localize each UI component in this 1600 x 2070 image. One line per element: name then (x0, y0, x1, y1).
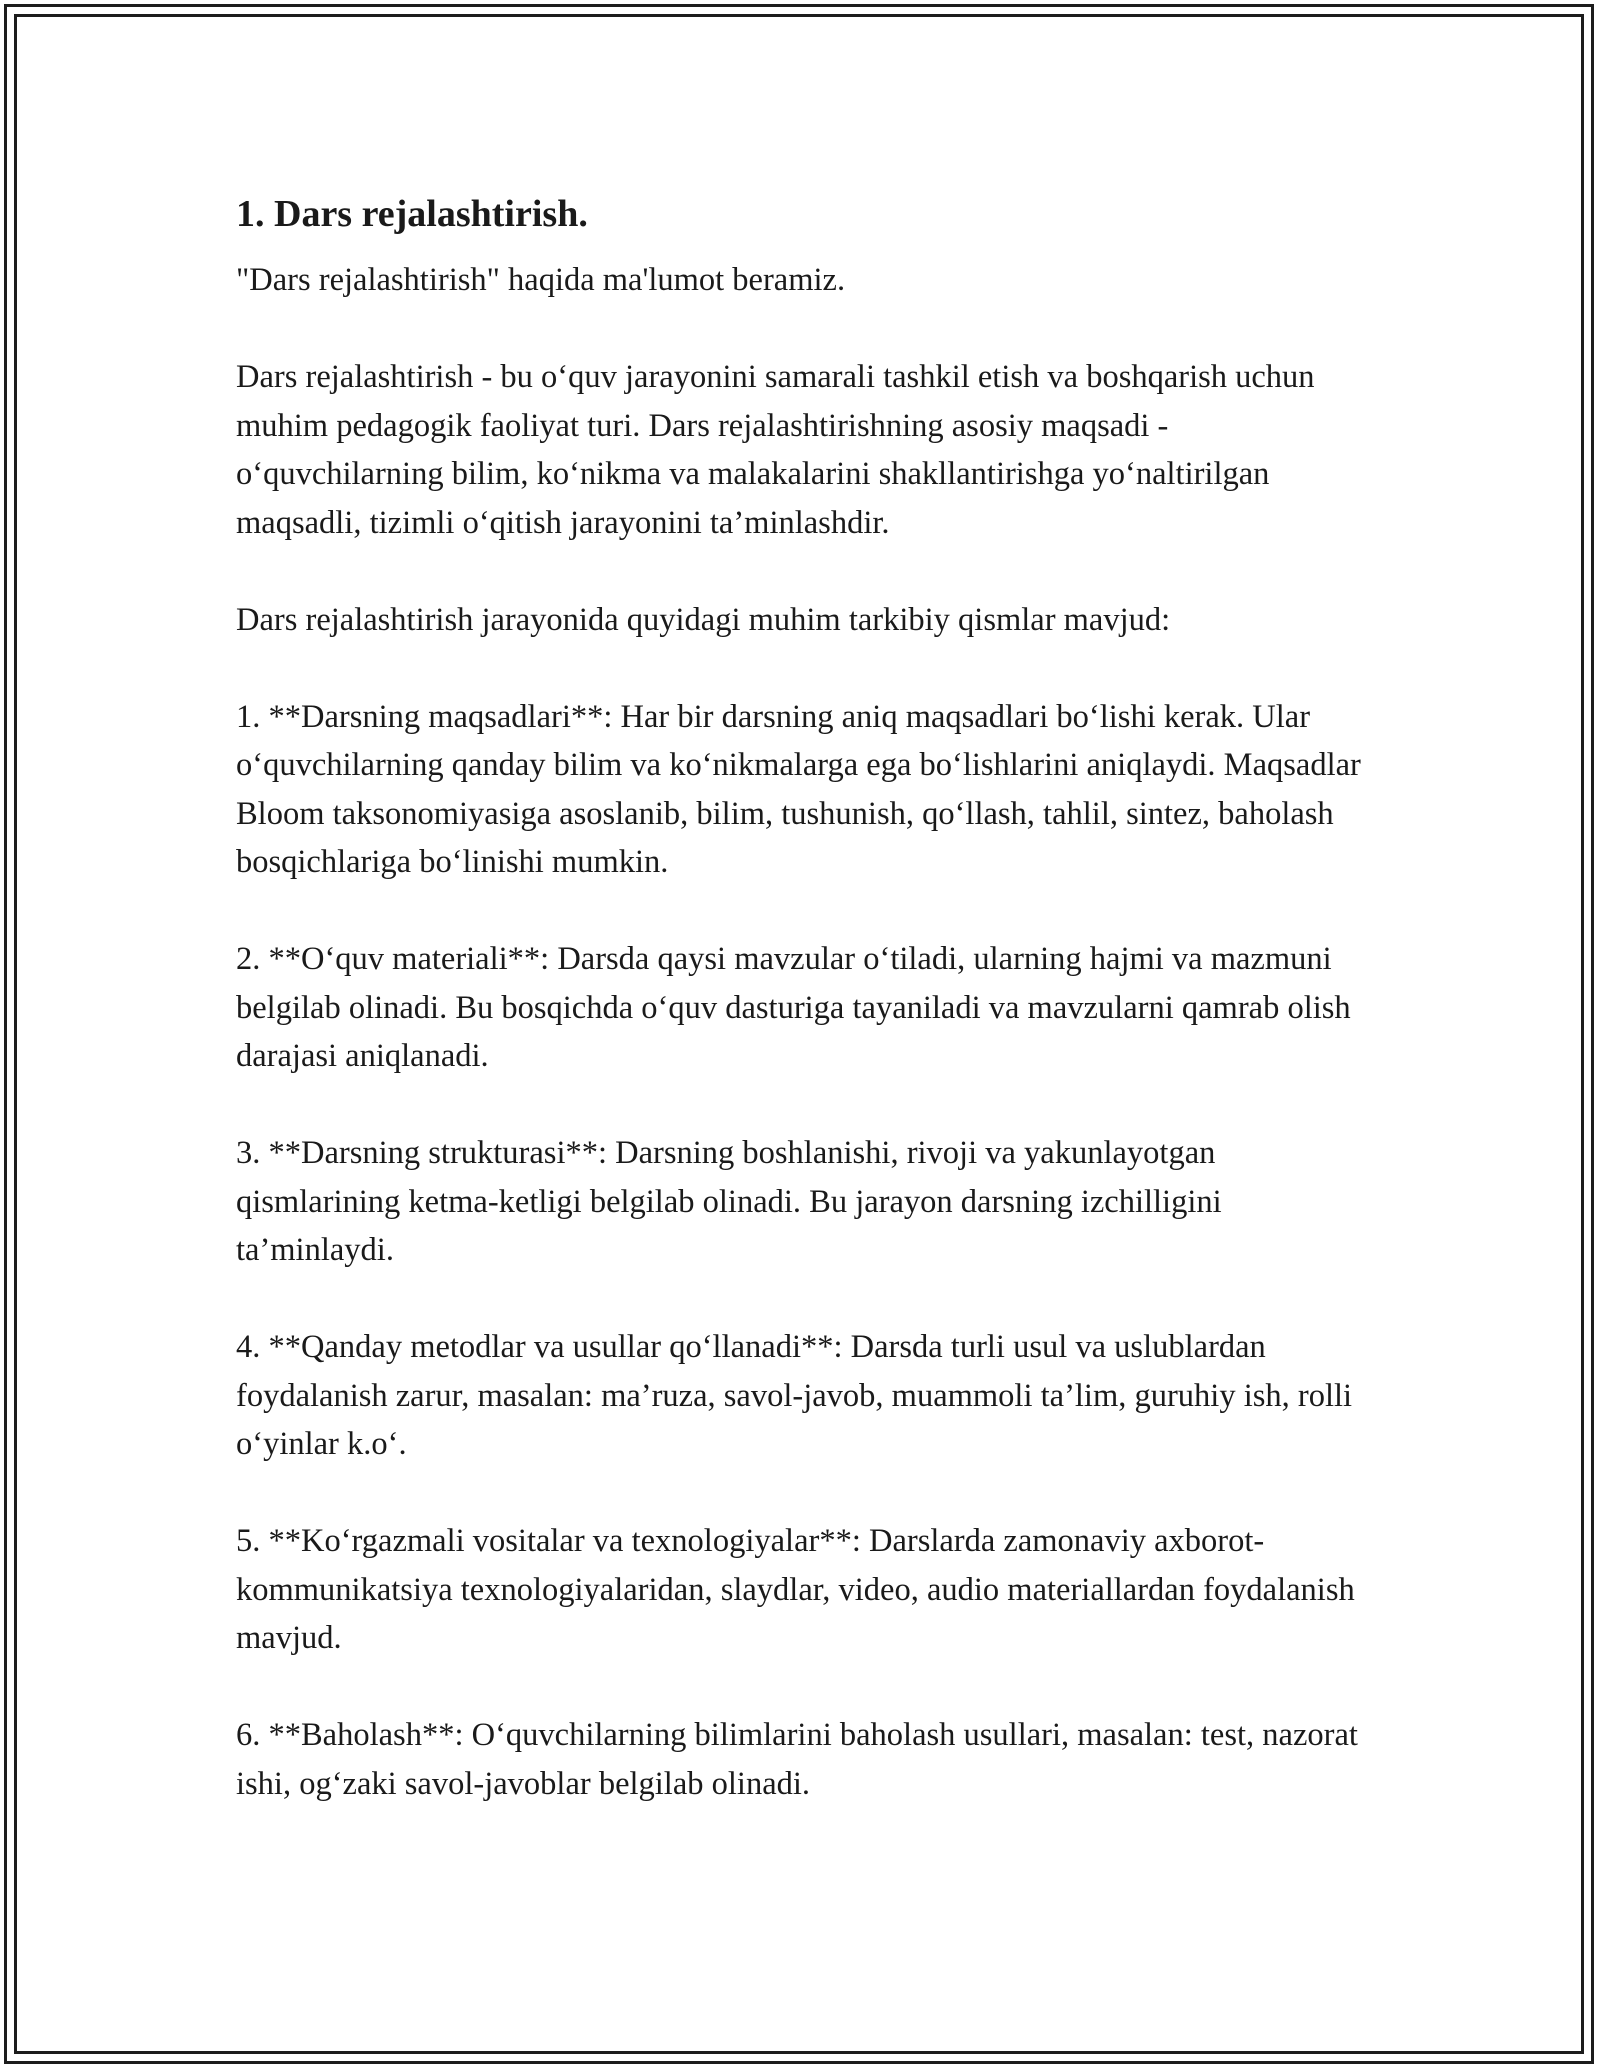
list-item-assessment: 6. **Baholash**: O‘quvchilarning bilimlarini baholash usullari, masalan: test, nazorat ishi, og‘zaki savol-javoblar belgilab olinadi. (236, 1717, 1358, 1802)
list-item-structure: 3. **Darsning strukturasi**: Darsning boshlanishi, rivoji va yakunlayotgan qismlarining ketma-ketligi belgilab olinadi. Bu jarayon darsning izchilligini ta’minlaydi. (236, 1135, 1222, 1268)
document-title: 1. Dars rejalashtirish. (236, 193, 588, 235)
components-intro-paragraph: Dars rejalashtirish jarayonida quyidagi muhim tarkibiy qismlar mavjud: (236, 601, 1171, 638)
definition-paragraph: Dars rejalashtirish - bu o‘quv jarayonini samarali tashkil etish va boshqarish uchun muhim pedagogik faoliyat turi. Dars rejalashtirishning asosiy maqsadi - o‘quvchilarning bilim, ko‘nikma va malakalarini shakllantirishga yo‘naltirilgan maqsadli, tizimli o‘qitish jarayonini ta’minlashdir. (236, 359, 1315, 541)
list-item-goals: 1. **Darsning maqsadlari**: Har bir darsning aniq maqsadlari bo‘lishi kerak. Ular o‘quvchilarning qanday bilim va ko‘nikmalarga ega bo‘lishlarini aniqlaydi. Maqsadlar Bloom taksonomiyasiga asoslanib, bilim, tushunish, qo‘llash, tahlil, sintez, baholash bosqichlariga bo‘linishi mumkin. (236, 698, 1361, 880)
document-body (236, 186, 1376, 1808)
list-item-material: 2. **O‘quv materiali**: Darsda qaysi mavzular o‘tiladi, ularning hajmi va mazmuni belgilab olinadi. Bu bosqichda o‘quv dasturiga tayaniladi va mavzularni qamrab olish darajasi aniqlanadi. (236, 941, 1351, 1074)
list-item-methods: 4. **Qanday metodlar va usullar qo‘llanadi**: Darsda turli usul va uslublardan foydalanish zarur, masalan: ma’ruza, savol-javob, muammoli ta’lim, guruhiy ish, rolli o‘yinlar k.o‘. (236, 1329, 1353, 1462)
list-item-visual-aids: 5. **Ko‘rgazmali vositalar va texnologiyalar**: Darslarda zamonaviy axborot-kommunikatsiya texnologiyalaridan, slaydlar, video, audio materiallardan foydalanish mavjud. (236, 1523, 1355, 1656)
intro-paragraph: "Dars rejalashtirish" haqida ma'lumot beramiz. (236, 262, 846, 298)
